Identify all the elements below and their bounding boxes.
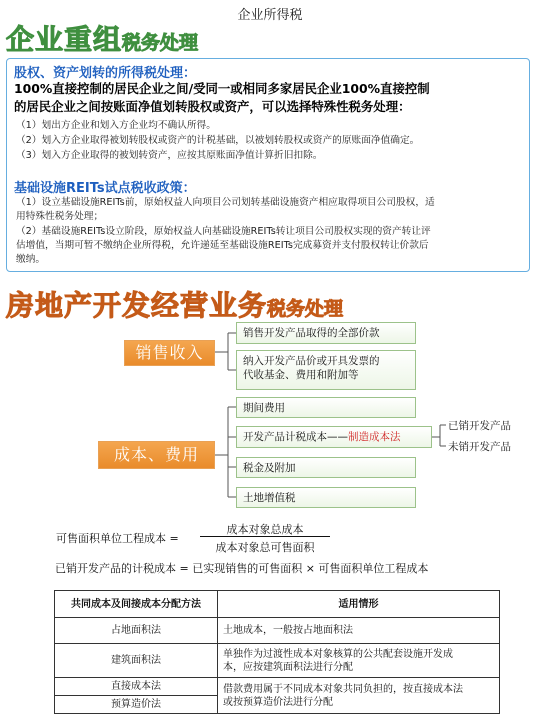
sales-revenue-box: 销售收入 (124, 340, 215, 366)
cost-leaf-period-expense (236, 397, 416, 418)
real-estate-banner-sub: 税务处理 (267, 298, 344, 320)
fraction-bar (200, 536, 330, 537)
table-cell-scenario-line-1: 单独作为过渡性成本对象核算的公共配套设施开发成 (223, 648, 453, 660)
page-title: 企业所得税 (237, 8, 303, 23)
unit-cost-formula-lhs: 可售面积单位工程成本 = (56, 532, 179, 545)
reits-policy-title: 基础设施REITs试点税收政策： (14, 181, 196, 196)
restructuring-banner-main: 企业重组 (6, 23, 123, 56)
reits-item-line-1: （1）设立基础设施REITs前，原始权益人向项目公司划转基础设施资产相应取得项目公司股权，适 (16, 197, 435, 208)
restructuring-banner-sub: 税务处理 (122, 32, 199, 54)
sales-leaf-funds-line-1: 纳入开发产品价或开具发票的 (243, 355, 380, 367)
cost-leaf-period-expense-text: 期间费用 (243, 402, 285, 414)
sales-leaf-price-text: 销售开发产品取得的全部价款 (243, 327, 380, 339)
reits-item-line-4: 估增值，当期可暂不缴纳企业所得税，允许递延至基础设施REITs完成募资并支付股权转让价款后 (16, 240, 429, 251)
sold-products-label: 已销开发产品 (448, 420, 511, 432)
cost-leaf-taxes-surcharges-text: 税金及附加 (243, 462, 296, 474)
table-header-row (55, 591, 500, 618)
table-cell-scenario-line-1: 借款费用属于不同成本对象共同负担的，按直接成本法 (223, 683, 463, 695)
sales-leaf-funds-line-2: 代收基金、费用和附加等 (243, 369, 359, 381)
table-row (55, 678, 500, 696)
table-cell-method: 直接成本法 (55, 678, 218, 696)
cost-leaf-tax-basis (236, 426, 432, 448)
unsold-products-label: 未销开发产品 (448, 441, 511, 453)
reits-item-line-2: 用特殊性税务处理； (16, 211, 104, 222)
table-header-scenario: 适用情形 (218, 591, 500, 618)
table-cell-scenario (218, 644, 500, 678)
cost-leaf-taxes-surcharges (236, 457, 416, 478)
table-cell-method: 预算造价法 (55, 696, 218, 714)
reits-item-line-3: （2）基础设施REITs设立阶段，原始权益人向基础设施REITs转让项目公司股权实现的资产转让评 (16, 226, 431, 237)
equity-item-1: （1）划出方企业和划入方企业均不确认所得。 (16, 120, 216, 131)
equity-item-2: （2）划入方企业取得被划转股权或资产的计税基础，以被划转股权或资产的原账面净值确定。 (16, 135, 420, 146)
table-cell-scenario (218, 678, 500, 714)
cost-expense-box: 成本、费用 (98, 441, 215, 469)
table-header-method: 共同成本及间接成本分配方法 (55, 591, 218, 618)
table-cell-method: 建筑面积法 (55, 644, 218, 678)
table-cell-method: 占地面积法 (55, 618, 218, 644)
cost-leaf-land-vat (236, 487, 416, 508)
table-cell-scenario-line-2: 或按预算造价法进行分配 (223, 696, 333, 708)
unit-cost-numerator: 成本对象总成本 (226, 523, 304, 536)
sales-leaf-funds (236, 350, 416, 390)
equity-rule-line-2: 的居民企业之间按账面净值划转股权或资产，可以选择特殊性税务处理： (14, 99, 411, 114)
manufacturing-cost-method: 制造成本法 (348, 431, 401, 443)
equity-item-3: （3）划入方企业取得的被划转资产，应按其原账面净值计算折旧扣除。 (16, 150, 323, 161)
sales-leaf-price (236, 322, 416, 344)
table-cell-scenario-line-2: 本，应按建筑面积法进行分配 (223, 661, 353, 673)
reits-item-line-5: 缴纳。 (16, 254, 46, 265)
table-row (55, 618, 500, 644)
table-row (55, 644, 500, 678)
sold-cost-formula: 已销开发产品的计税成本 = 已实现销售的可售面积 × 可售面积单位工程成本 (55, 562, 429, 575)
equity-transfer-title: 股权、资产划转的所得税处理： (14, 66, 197, 81)
cost-allocation-table (54, 590, 500, 714)
table-cell-scenario: 土地成本，一般按占地面积法 (218, 618, 500, 644)
real-estate-banner-main: 房地产开发经营业务 (6, 289, 268, 322)
unit-cost-denominator: 成本对象总可售面积 (215, 541, 315, 554)
cost-leaf-tax-basis-text: 开发产品计税成本—— (243, 431, 348, 443)
equity-rule-line-1: 100%直接控制的居民企业之间/受同一或相同多家居民企业100%直接控制 (14, 81, 430, 96)
cost-leaf-land-vat-text: 土地增值税 (243, 492, 296, 504)
